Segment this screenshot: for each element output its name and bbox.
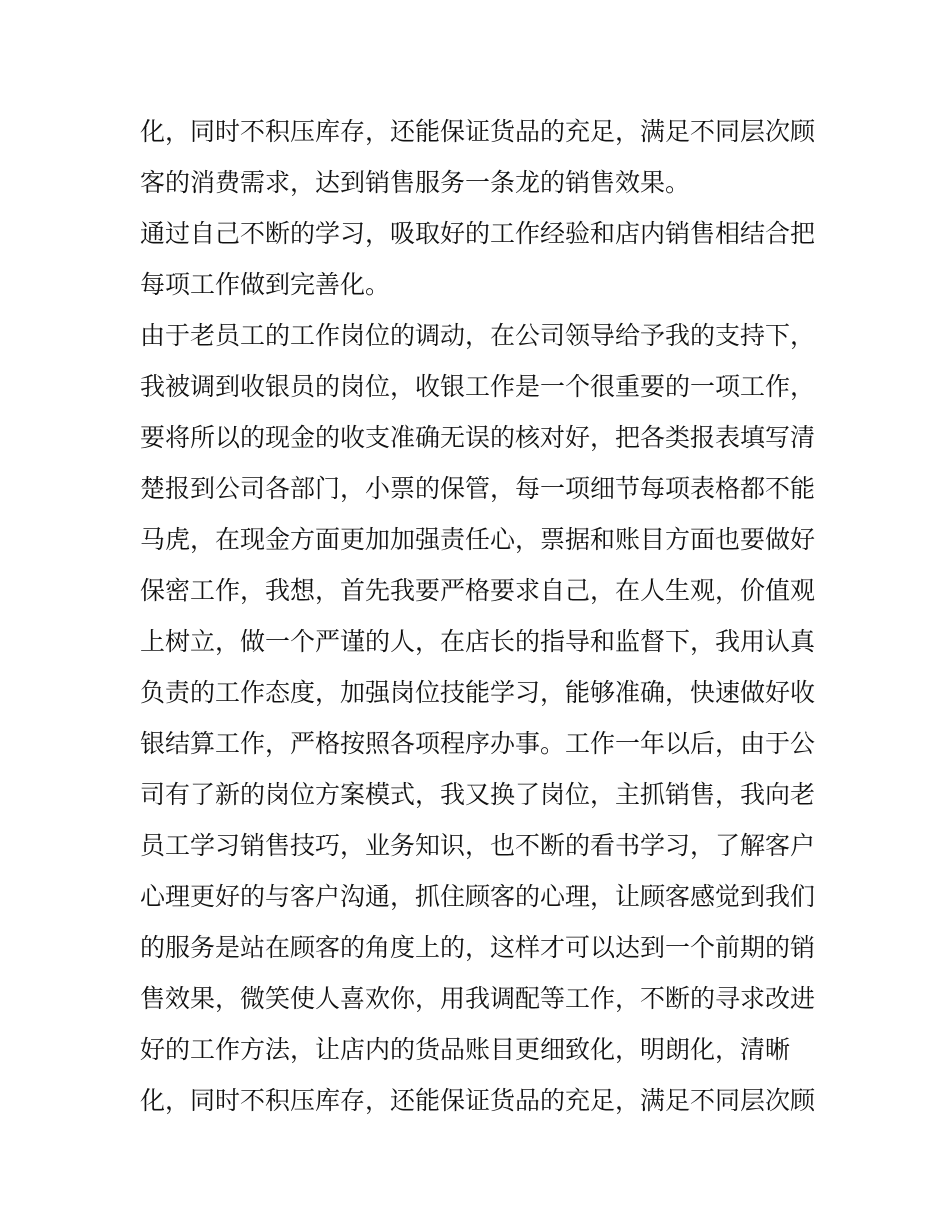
- text-line: 客的消费需求，达到销售服务一条龙的销售效果。: [140, 168, 691, 197]
- body-text: [140, 106, 820, 1126]
- text-line: 的服务是站在顾客的角度上的，这样才可以达到一个前期的销: [140, 933, 816, 962]
- text-line: 司有了新的岗位方案模式，我又换了岗位，主抓销售，我向老: [140, 780, 816, 809]
- text-line: 化，同时不积压库存，还能保证货品的充足，满足不同层次顾: [140, 117, 816, 146]
- text-line: 上树立，做一个严谨的人，在店长的指导和监督下，我用认真: [140, 627, 816, 656]
- text-line: 要将所以的现金的收支准确无误的核对好，把各类报表填写清: [140, 423, 816, 452]
- text-line: 楚报到公司各部门，小票的保管，每一项细节每项表格都不能: [140, 474, 816, 503]
- text-line: 我被调到收银员的岗位，收银工作是一个很重要的一项工作，: [140, 372, 816, 401]
- text-line: 马虎，在现金方面更加加强责任心，票据和账目方面也要做好: [140, 525, 816, 554]
- text-line: 心理更好的与客户沟通，抓住顾客的心理，让顾客感觉到我们: [140, 882, 816, 911]
- text-line: 保密工作，我想，首先我要严格要求自己，在人生观，价值观: [140, 576, 816, 605]
- text-line: 每项工作做到完善化。: [140, 270, 391, 299]
- text-line: 好的工作方法，让店内的货品账目更细致化，明朗化，清晰: [140, 1035, 791, 1064]
- text-line: 银结算工作，严格按照各项程序办事。工作一年以后，由于公: [140, 729, 816, 758]
- text-line: 售效果，微笑使人喜欢你，用我调配等工作，不断的寻求改进: [140, 984, 816, 1013]
- text-line: 由于老员工的工作岗位的调动，在公司领导给予我的支持下，: [140, 321, 816, 350]
- text-line: 通过自己不断的学习，吸取好的工作经验和店内销售相结合把: [140, 219, 816, 248]
- text-line: 负责的工作态度，加强岗位技能学习，能够准确，快速做好收: [140, 678, 816, 707]
- text-line: 员工学习销售技巧，业务知识，也不断的看书学习，了解客户: [140, 831, 816, 860]
- text-line: 化，同时不积压库存，还能保证货品的充足，满足不同层次顾: [140, 1086, 816, 1115]
